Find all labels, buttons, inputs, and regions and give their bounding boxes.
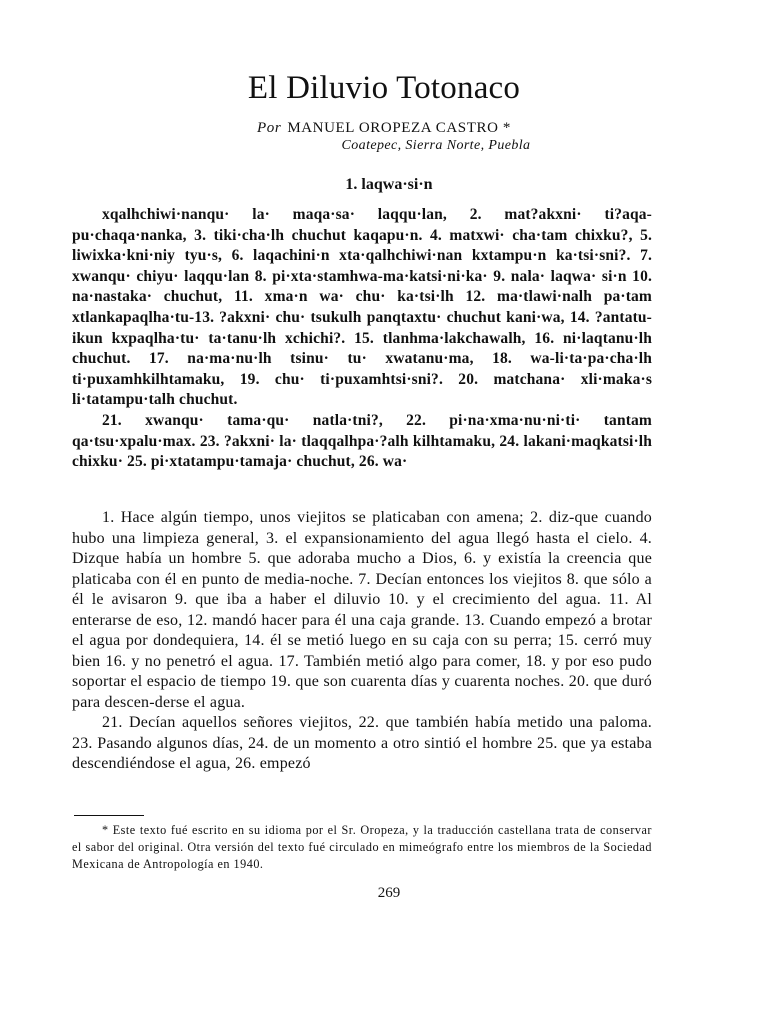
author-name: MANUEL OROPEZA CASTRO * [287, 120, 511, 136]
byline-prefix: Por [257, 120, 282, 136]
spanish-translation [72, 508, 652, 775]
spanish-paragraph-1: 1. Hace algún tiempo, unos viejitos se platicaban con amena; 2. diz-que cuando hubo una limpieza general, 3. el expansionamiento del agua llegó hasta el cielo. 4. Dizque había un hombre 5. que adoraba mucho a Dios, 6. y existía la creencia que platicaba con él en punto de media-noche. 7. Decían entonces los viejitos 8. que sólo a él le avisaron 9. que iba a haber el diluvio 10. y el crecimiento del agua. 11. Al enterarse de eso, 12. mandó hacer para él una caja grande. 13. Cuando empezó a brotar el agua por dondequiera, 14. él se metió luego en su caja con su perra; 15. cerró muy bien 16. y no penetró el agua. 17. También metió algo para comer, 18. y por eso pudo soportar el espacio de tiempo 19. que son cuarenta días y cuarenta noches. 20. que duró para descen-derse el agua. [72, 509, 652, 711]
totonac-text [72, 205, 652, 473]
page-number: 269 [377, 885, 401, 901]
article-title: El Diluvio Totonaco [247, 70, 521, 106]
footnote-divider [74, 815, 144, 816]
footnote [72, 822, 652, 873]
author-byline [0, 120, 768, 137]
totonac-paragraph-2: 21. xwanqu· tama·qu· natla·tni?, 22. pi·na·xma·nu·ni·ti· tantam qa·tsu·xpalu·max. 23. ?akxni· la· tlaqqalhpa·?alh kilhtamaku, 24. lakani·maqkatsi·lh chixku· 25. pi·xtatampu·tamaja· chuchut, 26. wa· [72, 411, 652, 471]
totonac-paragraph-1: xqalhchiwi·nanqu· la· maqa·sa· laqqu·lan, 2. mat?akxni· ti?aqa-pu·chaqa·nanka, 3. tiki·cha·lh chuchut kaqapu·n. 4. matxwi· cha·tam chixku?, 5. liwixka·kni·niy tyu·s, 6. laqachini·n xta·qalhchiwi·nan kxtampu·n ka·tsi·sni?. 7. xwanqu· chiyu· laqqu·lan 8. pi·xta·stamhwa-ma·katsi·ni·ka· 9. nala· laqwa· si·n 10. na·nastaka· chuchut, 11. xma·n wa· chu· ka·tsi·lh 12. ma·tlawi·nalh pa·tam xtlankapaqlha·tu-13. ?akxni· chu· tsukulh panqtaxtu· chuchut kani·wa, 14. ?antatu-ikun kxpaqlha·tu· ta·tanu·lh xchichi?. 15. tlanhma·lakchawalh, 16. ni·laqtanu·lh chuchut. 17. na·ma·nu·lh tsinu· tu· xwatanu·ma, 18. wa-li·ta·pa·cha·lh ti·puxamhkilhtamaku, 19. chu· ti·puxamhtsi·sni?. 20. matchana· xli·maka·s li·tatampu·talh chuchut. [72, 206, 652, 409]
author-location: Coatepec, Sierra Norte, Puebla [341, 138, 531, 153]
footnote-text: * Este texto fué escrito en su idioma por el Sr. Oropeza, y la traducción castellana trata de conservar el sabor del original. Otra versión del texto fué circulado en mimeógrafo entre los miembros de la Sociedad Mexicana de Antropología en 1940. [72, 823, 652, 871]
section-heading: 1. laqwa·si·n [345, 176, 433, 193]
spanish-paragraph-2: 21. Decían aquellos señores viejitos, 22. que también había metido una paloma. 23. Pasando algunos días, 24. de un momento a otro sintió el hombre 25. que ya estaba descendiéndose el agua, 26. empezó [72, 714, 652, 772]
